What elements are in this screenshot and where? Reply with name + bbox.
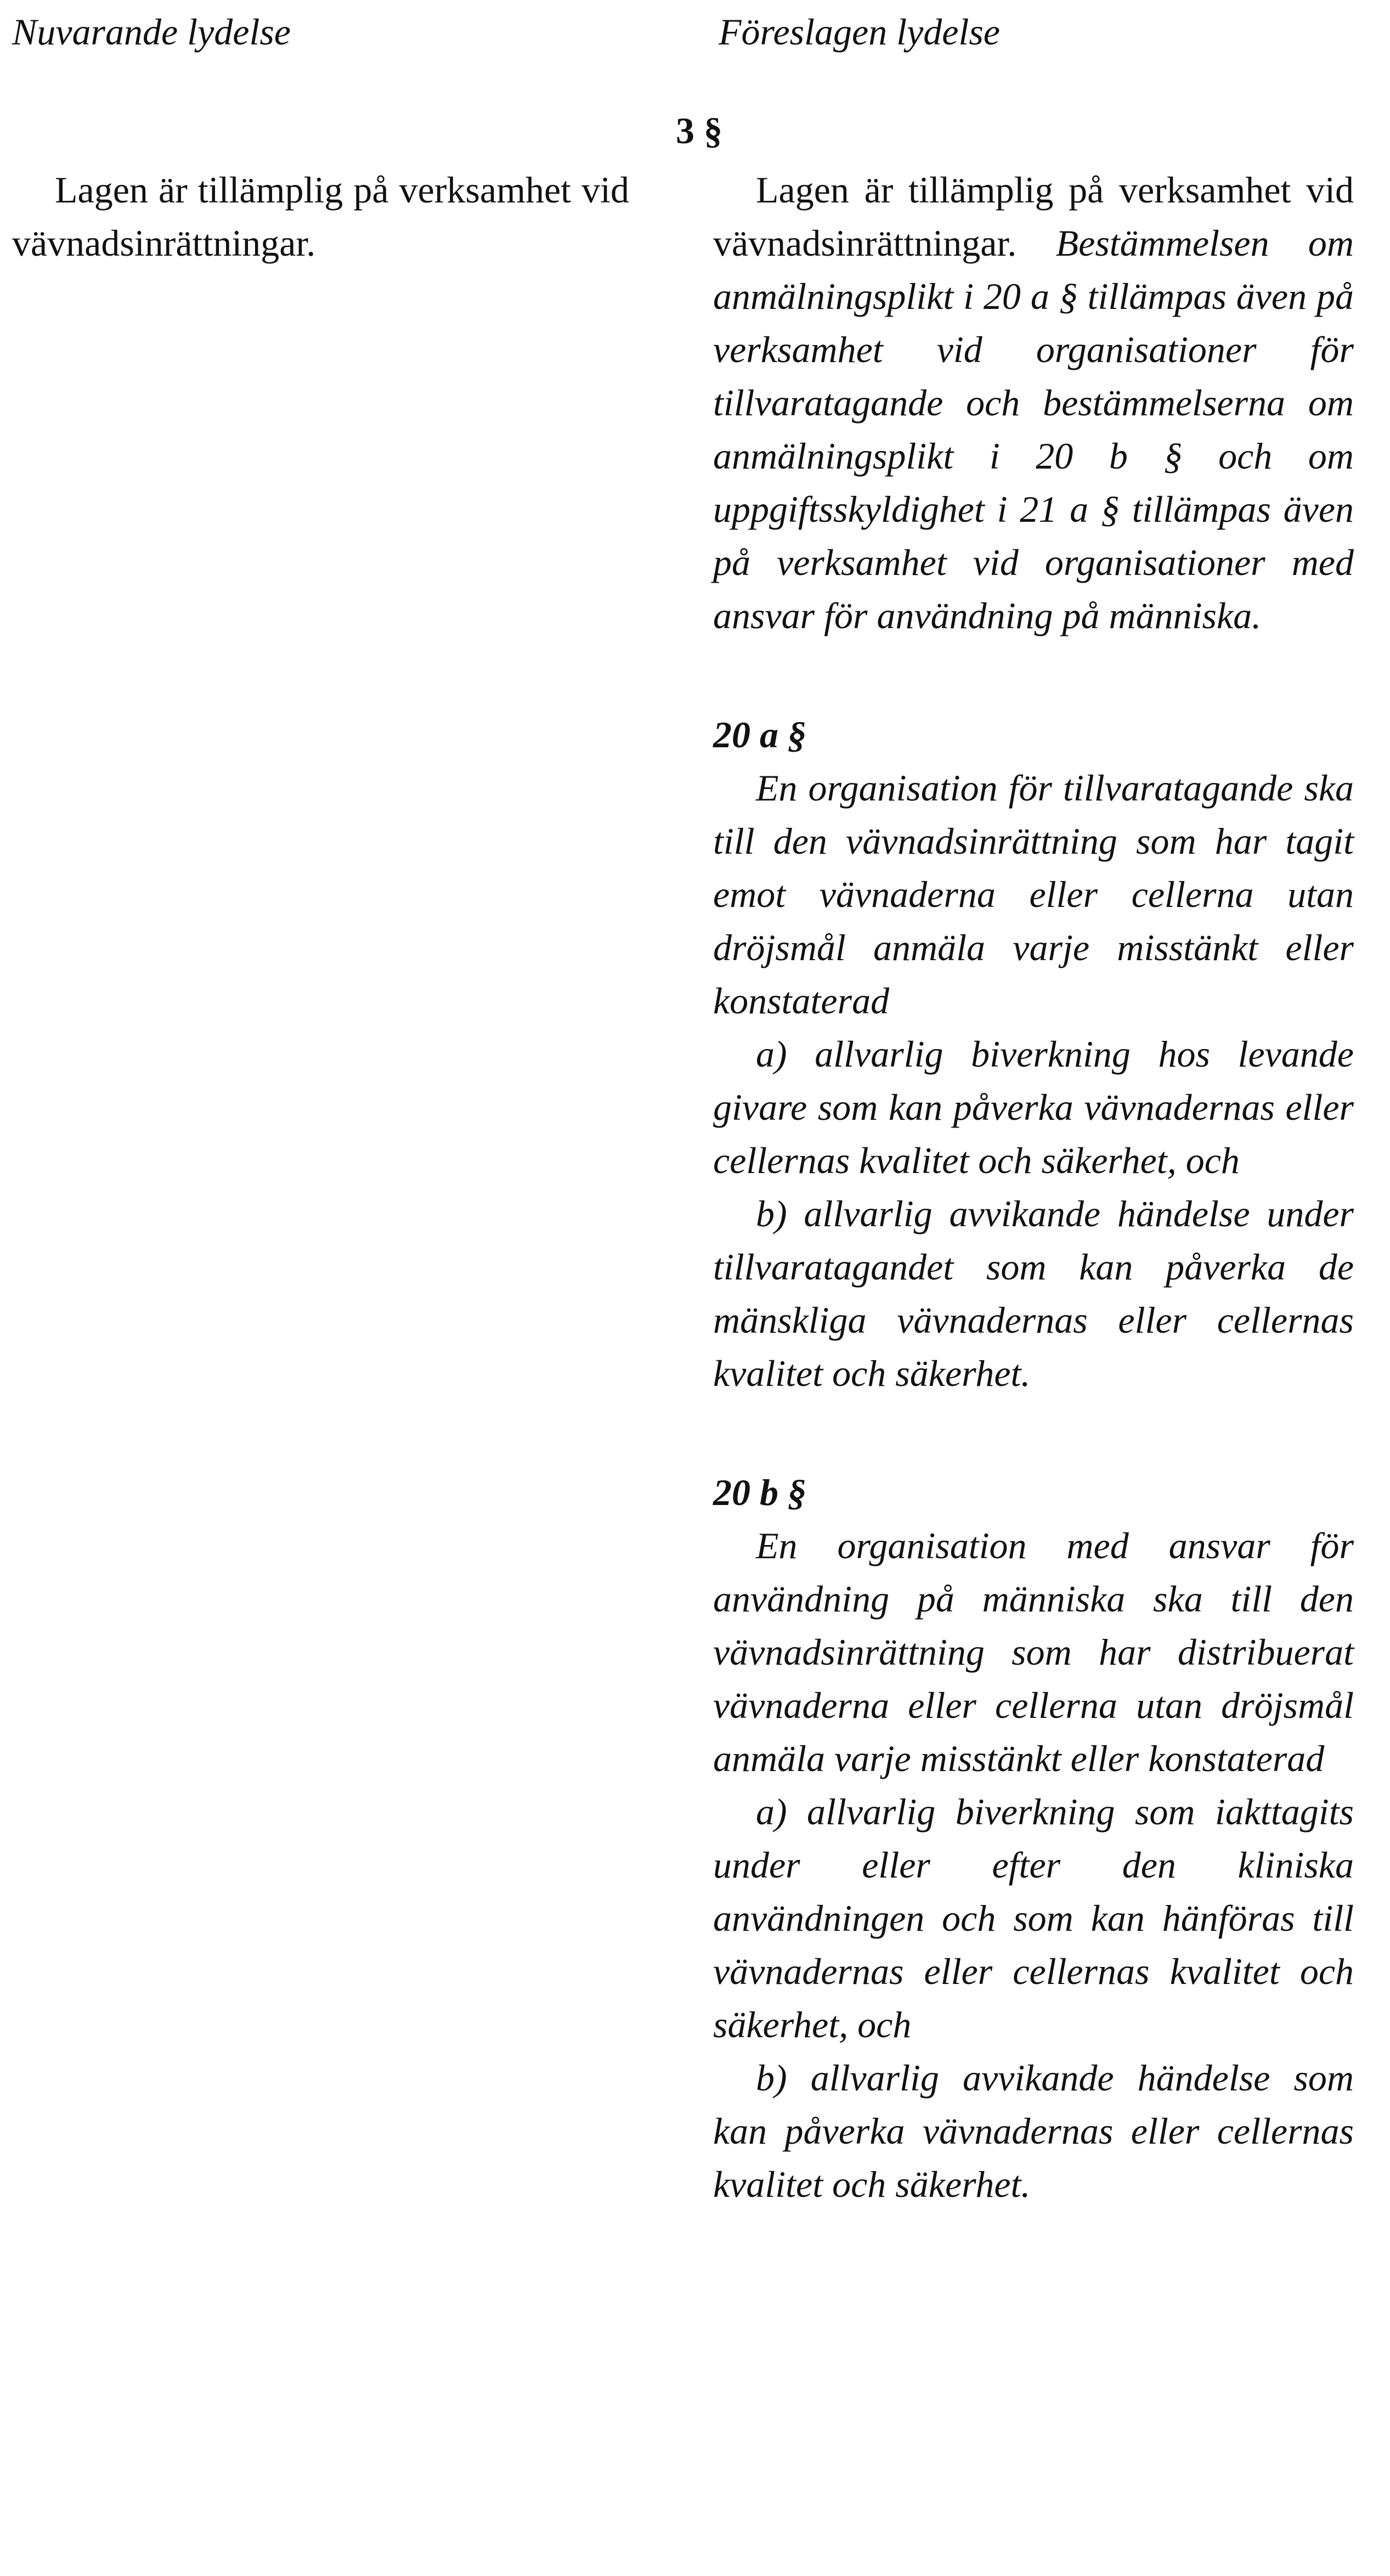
- current-wording-header: Nuvarande lydelse: [12, 11, 291, 53]
- proposed-paragraph-1-amendment: Bestämmelsen om anmälningsplikt i 20 a § tillämpas även på verksamhet vid organisationer för tillvaratagande och bestämmelserna om anmälningsplikt i 20 b § och om uppgiftsskyldighet i 21 a § tillämpas även på verksamhet vid organisationer med ansvar för användning på människa.: [713, 222, 1354, 636]
- section-20b-item-b: b) allvarlig avvikande händelse som kan påverka vävnadernas eller cellernas kvalitet och säkerhet.: [713, 2057, 1354, 2205]
- current-paragraph: Lagen är tillämplig på verksamhet vid vävnadsinrättningar.: [12, 169, 629, 264]
- proposed-paragraph-1: [713, 164, 1354, 642]
- section-20a-intro: En organisation för tillvaratagande ska till den vävnadsinrättning som har tagit emot vävnaderna eller cellerna utan dröjsmål anmäla varje misstänkt eller konstaterad: [713, 767, 1354, 1022]
- section-20a-heading: 20 a §: [713, 714, 806, 756]
- section-20b-item-a: a) allvarlig biverkning som iakttagits under eller efter den kliniska användningen och som kan hänföras till vävnadernas eller cellernas kvalitet och säkerhet, och: [713, 1791, 1354, 2045]
- section-20b-intro: En organisation med ansvar för användning på människa ska till den vävnadsinrättning som har distribuerat vävnaderna eller cellerna utan dröjsmål anmäla varje misstänkt eller konstaterad: [713, 1525, 1354, 1779]
- section-20b-heading: 20 b §: [713, 1472, 806, 1513]
- proposed-paragraph-1-regular: Lagen är tillämplig på verksamhet vid vävnadsinrättningar.: [713, 169, 1354, 264]
- section-20a-item-a: a) allvarlig biverkning hos levande givare som kan påverka vävnadernas eller cellernas kvalitet och säkerhet, och: [713, 1033, 1354, 1181]
- proposed-wording-column: [713, 164, 1354, 2211]
- section-number: 3 §: [676, 110, 722, 151]
- section-20a-item-b: b) allvarlig avvikande händelse under tillvaratagandet som kan påverka de mänskliga vävnadernas eller cellernas kvalitet och säkerhet.: [713, 1193, 1354, 1394]
- proposed-wording-header: Föreslagen lydelse: [719, 11, 1000, 53]
- current-wording-column: [12, 164, 629, 270]
